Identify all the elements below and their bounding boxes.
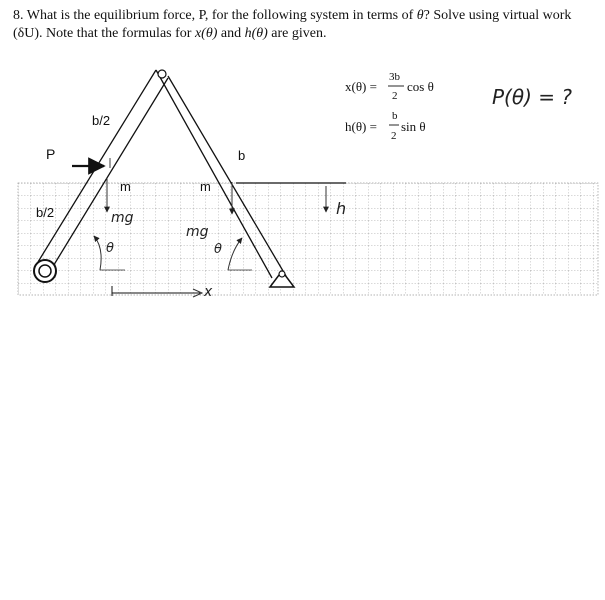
label-m-left: m [120,179,131,194]
mechanism-diagram [0,55,605,305]
formula-x-fn: cos θ [407,79,434,94]
theta-symbol: θ [416,8,424,23]
question-text-3: are given. [271,26,327,41]
formula-x-lhs: x(θ) = [345,79,377,94]
x-function-label: x(θ) [194,26,218,41]
top-pin [158,70,166,78]
handwritten-x: x [204,284,213,300]
formula-h-lhs: h(θ) = [345,119,377,134]
handwritten-theta-right: θ [214,242,222,257]
question-text-2: ? Solve using virtual work (δU). Note that the formulas for [13,8,572,41]
problem-statement [13,7,598,43]
handwritten-theta-left: θ [106,241,114,256]
label-m-right: m [200,179,211,194]
left-roller [34,260,56,282]
label-b-half-left: b/2 [36,205,55,220]
formula-h-num: b [392,110,398,122]
formula-x-num: 3b [389,71,400,83]
formula-x-den: 2 [392,90,398,102]
question-number: 8. [13,8,24,23]
handwritten-mg-left: mg [111,210,134,226]
handwritten-mg-right: mg [186,224,209,240]
question-and: and [220,26,242,41]
formula-h-fn: sin θ [401,119,426,134]
background-grid [18,183,598,295]
label-b-right: b [238,148,246,163]
formula-h [345,110,426,142]
formula-x [345,71,434,102]
handwritten-p-theta: P(θ) = ? [492,85,572,109]
handwritten-h: h [336,199,347,218]
question-text-1: What is the equilibrium force, P, for the following system in terms of [26,8,414,23]
formula-h-den: 2 [391,130,397,142]
label-b-half-upper: b/2 [92,113,111,128]
h-function-label: h(θ) [244,26,268,41]
label-p: P [46,146,56,162]
